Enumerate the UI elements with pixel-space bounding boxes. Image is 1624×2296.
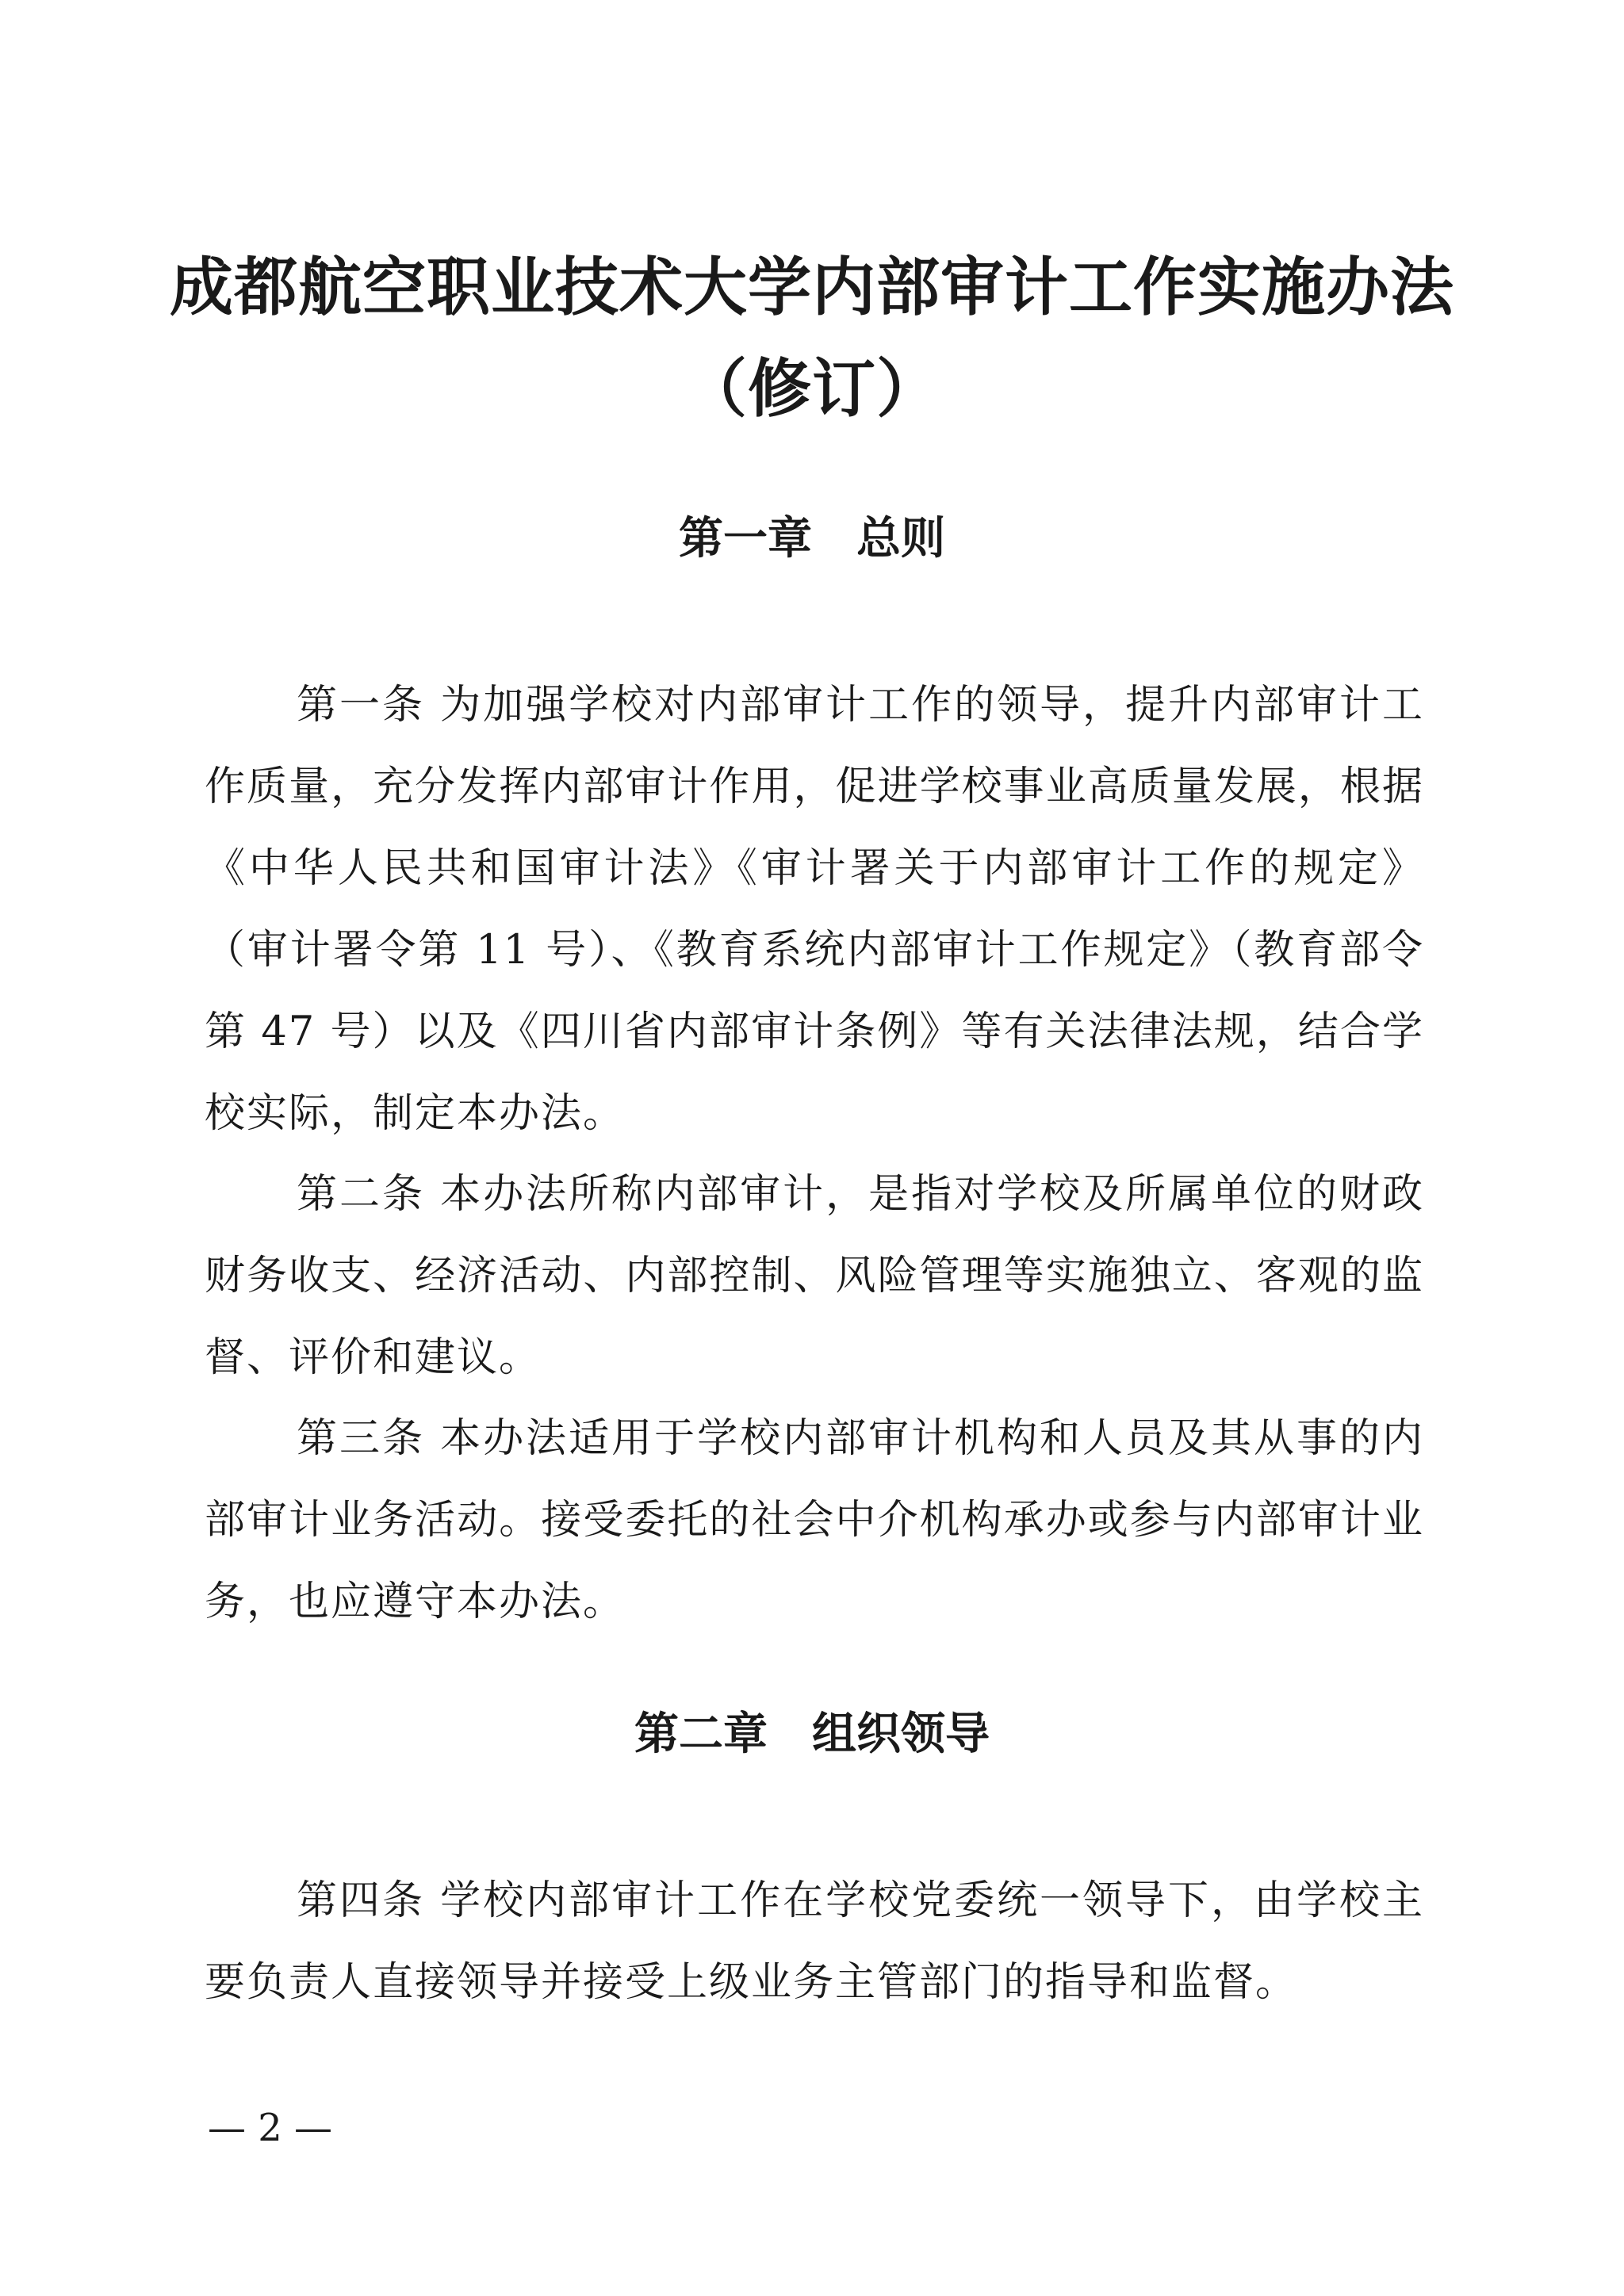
article-paragraph: 第一条 为加强学校对内部审计工作的领导，提升内部审计工作质量，充分发挥内部审计作用，促进学校事业高质量发展，根据《中华人民共和国审计法》《审计署关于内部审计工作的规定》（审计署令第 11 号）、《教育系统内部审计工作规定》（教育部令第 47 号）以及《四川省内部审计条例》等有关法律法规，结合学校实际，制定本办法。 xyxy=(205,682,1424,1137)
article-paragraph: 第二条 本办法所称内部审计，是指对学校及所属单位的财政财务收支、经济活动、内部控制、风险管理等实施独立、客观的监督、评价和建议。 xyxy=(205,1171,1424,1381)
document-subtitle: （修订） xyxy=(684,351,940,426)
article-paragraph: 第四条 学校内部审计工作在学校党委统一领导下，由学校主要负责人直接领导并接受上级业务主管部门的指导和监督。 xyxy=(205,1877,1424,2006)
chapter-heading: 第二章 组织领导 xyxy=(634,1709,990,1760)
page-number: — 2 — xyxy=(208,2106,333,2150)
document-title: 成都航空职业技术大学内部审计工作实施办法 xyxy=(170,250,1454,324)
article-paragraph: 第三条 本办法适用于学校内部审计机构和人员及其从事的内部审计业务活动。接受委托的社会中介机构承办或参与内部审计业务，也应遵守本办法。 xyxy=(205,1415,1424,1625)
chapter-heading: 第一章 总则 xyxy=(679,513,945,564)
